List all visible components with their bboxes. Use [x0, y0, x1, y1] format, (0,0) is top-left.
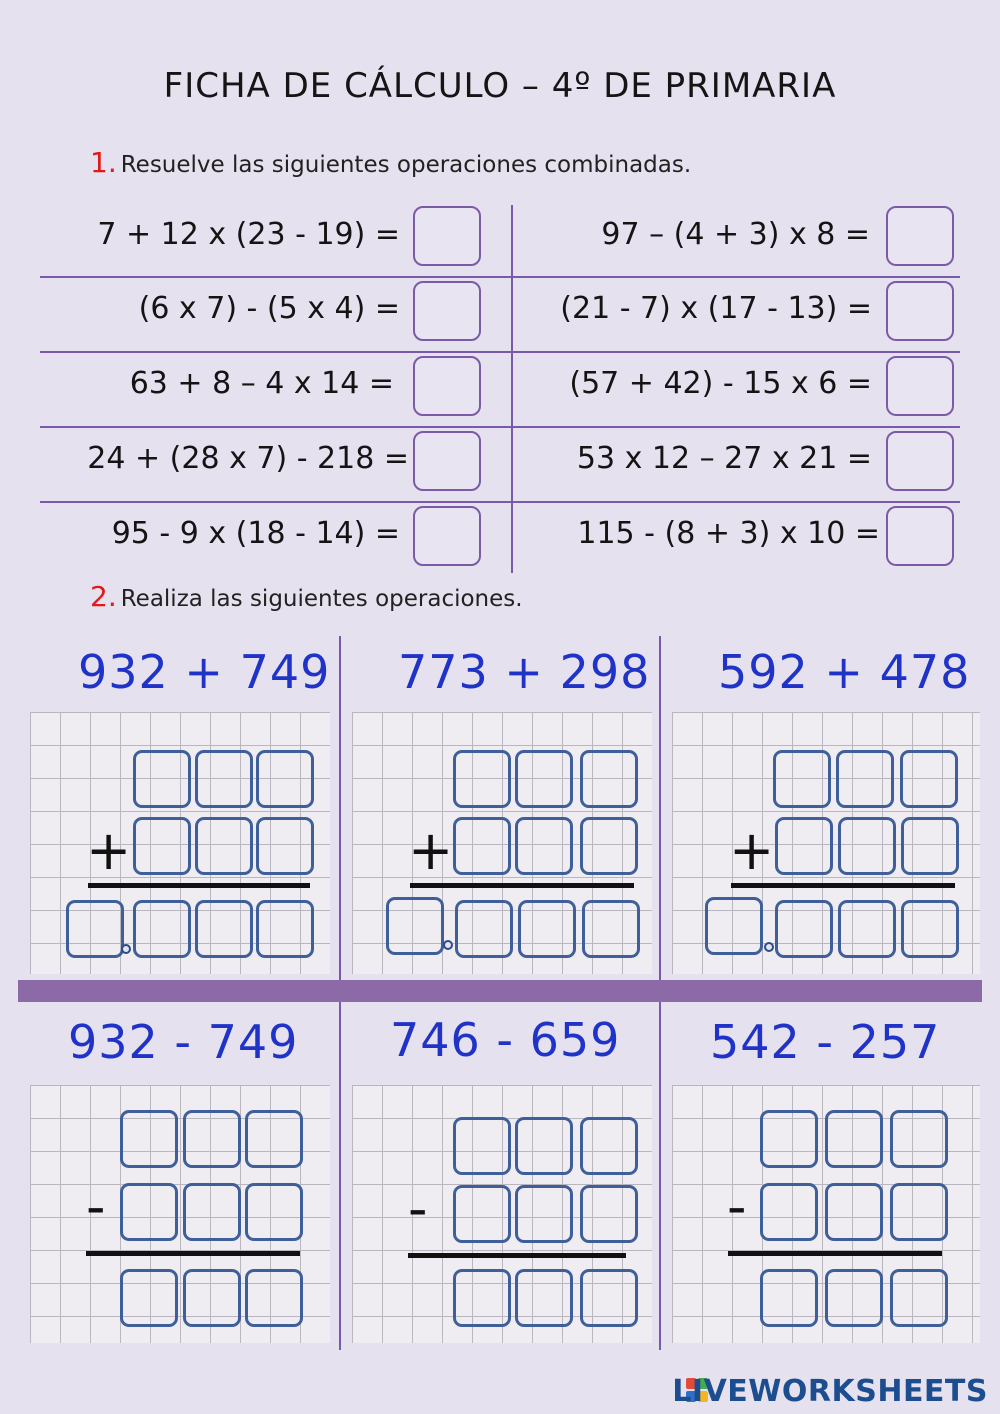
digit-box[interactable] — [515, 1185, 573, 1243]
digit-box[interactable] — [901, 900, 959, 958]
digit-box[interactable] — [195, 817, 253, 875]
decimal-dot — [121, 944, 131, 954]
answer-box-right-3[interactable] — [886, 356, 954, 416]
expression-left-2: (6 x 7) - (5 x 4) = — [138, 291, 400, 326]
digit-box[interactable] — [453, 1185, 511, 1243]
section-2-heading — [90, 580, 523, 613]
addition-problem-2: 773 + 298 — [398, 645, 651, 699]
digit-box[interactable] — [515, 817, 573, 875]
digit-box[interactable] — [580, 1269, 638, 1327]
digit-box[interactable] — [515, 1117, 573, 1175]
expression-right-4: 53 x 12 – 27 x 21 = — [576, 441, 872, 476]
table-divider-vertical — [511, 205, 513, 573]
answer-box-left-3[interactable] — [413, 356, 481, 416]
digit-box[interactable] — [773, 750, 831, 808]
digit-box[interactable] — [133, 750, 191, 808]
digit-box[interactable] — [838, 817, 896, 875]
digit-box[interactable] — [453, 1269, 511, 1327]
subtraction-problem-3: 542 - 257 — [710, 1015, 941, 1069]
section-1-number: 1. — [90, 146, 117, 179]
digit-box[interactable] — [825, 1183, 883, 1241]
minus-sign: - — [408, 1177, 428, 1240]
digit-box[interactable] — [705, 897, 763, 955]
digit-box[interactable] — [838, 900, 896, 958]
digit-box[interactable] — [245, 1183, 303, 1241]
difference-line — [408, 1253, 626, 1258]
digit-box[interactable] — [825, 1110, 883, 1168]
digit-box[interactable] — [183, 1269, 241, 1327]
subtraction-problem-1: 932 - 749 — [68, 1015, 299, 1069]
addition-problem-3: 592 + 478 — [718, 645, 971, 699]
digit-box[interactable] — [518, 900, 576, 958]
decimal-dot — [764, 942, 774, 952]
digit-box[interactable] — [825, 1269, 883, 1327]
digit-box[interactable] — [901, 817, 959, 875]
digit-box[interactable] — [775, 817, 833, 875]
digit-box[interactable] — [580, 1185, 638, 1243]
digit-box[interactable] — [900, 750, 958, 808]
table-divider — [40, 501, 960, 503]
answer-box-right-2[interactable] — [886, 281, 954, 341]
difference-line — [728, 1251, 942, 1256]
digit-box[interactable] — [580, 1117, 638, 1175]
expression-left-3: 63 + 8 – 4 x 14 = — [129, 366, 394, 401]
page-title: FICHA DE CÁLCULO – 4º DE PRIMARIA — [163, 66, 837, 106]
digit-box[interactable] — [133, 817, 191, 875]
digit-box[interactable] — [580, 750, 638, 808]
digit-box[interactable] — [386, 897, 444, 955]
liveworksheets-brand: LIVEWORKSHEETS — [672, 1374, 988, 1409]
digit-box[interactable] — [120, 1269, 178, 1327]
section-separator-band — [18, 980, 982, 1002]
plus-sign: + — [729, 819, 775, 882]
digit-box[interactable] — [890, 1110, 948, 1168]
digit-box[interactable] — [455, 900, 513, 958]
digit-box[interactable] — [453, 750, 511, 808]
table-divider — [40, 276, 960, 278]
digit-box[interactable] — [195, 750, 253, 808]
minus-sign: - — [86, 1175, 106, 1238]
answer-box-right-5[interactable] — [886, 506, 954, 566]
digit-box[interactable] — [836, 750, 894, 808]
answer-box-right-4[interactable] — [886, 431, 954, 491]
section-2-number: 2. — [90, 580, 117, 613]
expression-right-5: 115 - (8 + 3) x 10 = — [577, 516, 880, 551]
digit-box[interactable] — [890, 1183, 948, 1241]
answer-box-left-1[interactable] — [413, 206, 481, 266]
digit-box[interactable] — [245, 1269, 303, 1327]
expression-right-2: (21 - 7) x (17 - 13) = — [560, 291, 872, 326]
section-2-instruction: Realiza las siguientes operaciones. — [120, 586, 523, 612]
plus-sign: + — [408, 819, 454, 882]
addition-problem-1: 932 + 749 — [78, 645, 331, 699]
digit-box[interactable] — [133, 900, 191, 958]
expression-left-4: 24 + (28 x 7) - 218 = — [87, 441, 409, 476]
digit-box[interactable] — [760, 1269, 818, 1327]
decimal-dot — [443, 940, 453, 950]
digit-box[interactable] — [515, 750, 573, 808]
plus-sign: + — [86, 819, 132, 882]
minus-sign: - — [727, 1175, 747, 1238]
digit-box[interactable] — [453, 1117, 511, 1175]
digit-box[interactable] — [245, 1110, 303, 1168]
digit-box[interactable] — [890, 1269, 948, 1327]
answer-box-left-5[interactable] — [413, 506, 481, 566]
section-1-instruction: Resuelve las siguientes operaciones combinadas. — [120, 152, 692, 178]
answer-box-left-4[interactable] — [413, 431, 481, 491]
expression-left-1: 7 + 12 x (23 - 19) = — [97, 217, 400, 252]
sum-line — [731, 883, 955, 888]
table-divider — [40, 426, 960, 428]
digit-box[interactable] — [183, 1183, 241, 1241]
expression-right-1: 97 – (4 + 3) x 8 = — [601, 217, 870, 252]
digit-box[interactable] — [120, 1110, 178, 1168]
expression-left-5: 95 - 9 x (18 - 14) = — [111, 516, 400, 551]
subtraction-problem-2: 746 - 659 — [390, 1013, 621, 1067]
digit-box[interactable] — [66, 900, 124, 958]
digit-box[interactable] — [120, 1183, 178, 1241]
digit-box[interactable] — [760, 1110, 818, 1168]
expression-right-3: (57 + 42) - 15 x 6 = — [569, 366, 872, 401]
answer-box-right-1[interactable] — [886, 206, 954, 266]
digit-box[interactable] — [195, 900, 253, 958]
digit-box[interactable] — [582, 900, 640, 958]
digit-box[interactable] — [256, 900, 314, 958]
section-1-heading — [90, 146, 691, 179]
answer-box-left-2[interactable] — [413, 281, 481, 341]
sum-line — [88, 883, 310, 888]
digit-box[interactable] — [183, 1110, 241, 1168]
digit-box[interactable] — [256, 750, 314, 808]
digit-box[interactable] — [256, 817, 314, 875]
sum-line — [410, 883, 634, 888]
digit-box[interactable] — [453, 817, 511, 875]
digit-box[interactable] — [760, 1183, 818, 1241]
digit-box[interactable] — [775, 900, 833, 958]
table-divider — [40, 351, 960, 353]
difference-line — [86, 1251, 300, 1256]
digit-box[interactable] — [580, 817, 638, 875]
digit-box[interactable] — [515, 1269, 573, 1327]
